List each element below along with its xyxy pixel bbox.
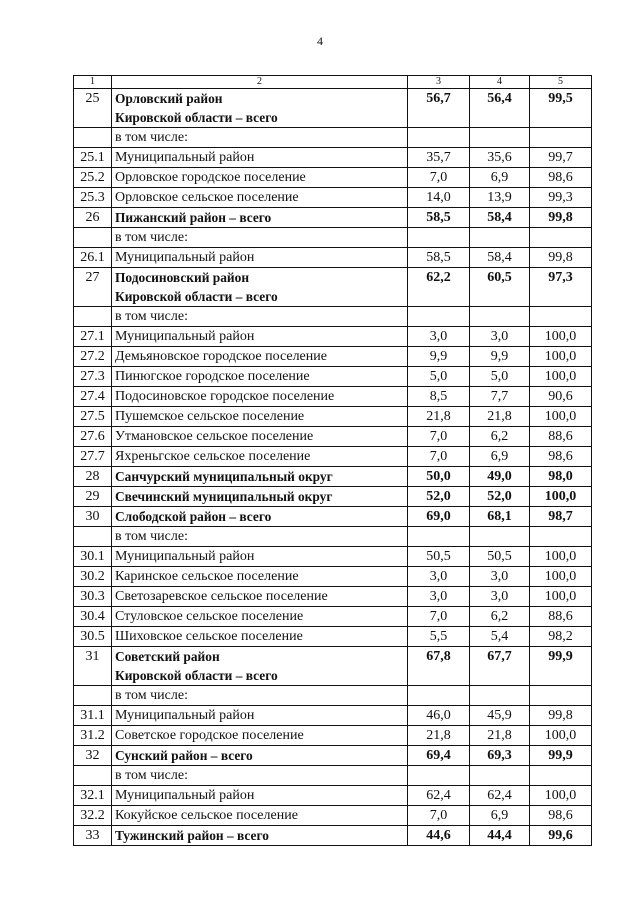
table-row [74, 228, 592, 248]
row-name [112, 467, 408, 487]
value-col-3: 46,0 [408, 706, 470, 726]
value-col-5: 98,6 [530, 806, 592, 826]
value-col-3: 5,5 [408, 627, 470, 647]
value-col-4: 5,0 [470, 367, 530, 387]
row-name-line: Подосиновское городское поселение [115, 389, 335, 404]
value-col-4: 67,7 [470, 647, 530, 686]
table-row [74, 487, 592, 507]
value-col-4: 49,0 [470, 467, 530, 487]
value-col-3: 5,0 [408, 367, 470, 387]
row-number: 27.3 [74, 367, 112, 387]
header-cell-2: 2 [112, 76, 408, 89]
value-col-3: 8,5 [408, 387, 470, 407]
value-col-4: 35,6 [470, 148, 530, 168]
row-name [112, 746, 408, 766]
value-col-4: 13,9 [470, 188, 530, 208]
table-row [74, 327, 592, 347]
row-name [112, 587, 408, 607]
row-number: 30.3 [74, 587, 112, 607]
row-name [112, 188, 408, 208]
value-col-4: 5,4 [470, 627, 530, 647]
row-name-line: Тужинский район – всего [115, 828, 269, 843]
row-name-line: Шиховское сельское поселение [115, 629, 303, 644]
row-name [112, 427, 408, 447]
table-row [74, 686, 592, 706]
value-col-5: 99,9 [530, 647, 592, 686]
table-row [74, 148, 592, 168]
table-row [74, 647, 592, 686]
value-col-5: 99,8 [530, 208, 592, 228]
row-number [74, 307, 112, 327]
row-number [74, 686, 112, 706]
value-col-3: 62,4 [408, 786, 470, 806]
row-number: 30.5 [74, 627, 112, 647]
row-number: 27.4 [74, 387, 112, 407]
value-col-5: 100,0 [530, 347, 592, 367]
row-name-line: Советское городское поселение [115, 728, 304, 743]
header-row [74, 76, 592, 89]
row-number: 27.6 [74, 427, 112, 447]
table-row [74, 128, 592, 148]
value-col-3: 3,0 [408, 567, 470, 587]
value-col-5 [530, 307, 592, 327]
table-row [74, 627, 592, 647]
value-col-4: 9,9 [470, 347, 530, 367]
row-name [112, 627, 408, 647]
value-col-5: 99,3 [530, 188, 592, 208]
row-name-line: Утмановское сельское поселение [115, 429, 314, 444]
row-name-line: в том числе: [115, 130, 188, 145]
row-name-line: Светозаревское сельское поселение [115, 589, 328, 604]
table-row [74, 307, 592, 327]
row-number: 25 [74, 89, 112, 128]
table-row [74, 826, 592, 846]
row-number: 30 [74, 507, 112, 527]
value-col-4: 44,4 [470, 826, 530, 846]
value-col-4 [470, 307, 530, 327]
value-col-4: 6,9 [470, 168, 530, 188]
value-col-3 [408, 527, 470, 547]
row-name-line: в том числе: [115, 768, 188, 783]
row-name [112, 228, 408, 248]
value-col-3 [408, 228, 470, 248]
value-col-4: 21,8 [470, 407, 530, 427]
value-col-3: 3,0 [408, 327, 470, 347]
row-name-line: в том числе: [115, 529, 188, 544]
row-number: 25.2 [74, 168, 112, 188]
row-number: 25.3 [74, 188, 112, 208]
row-number: 30.4 [74, 607, 112, 627]
row-name [112, 407, 408, 427]
table-row [74, 527, 592, 547]
value-col-4: 6,9 [470, 806, 530, 826]
row-name [112, 726, 408, 746]
row-number [74, 766, 112, 786]
row-name-line: в том числе: [115, 309, 188, 324]
table-row [74, 766, 592, 786]
row-number: 30.1 [74, 547, 112, 567]
table-row [74, 706, 592, 726]
table-row [74, 427, 592, 447]
row-name-line: Муниципальный район [115, 250, 255, 265]
value-col-3: 35,7 [408, 148, 470, 168]
value-col-3: 7,0 [408, 607, 470, 627]
value-col-3: 50,0 [408, 467, 470, 487]
value-col-4: 68,1 [470, 507, 530, 527]
value-col-5: 100,0 [530, 786, 592, 806]
value-col-4: 6,9 [470, 447, 530, 467]
row-name [112, 766, 408, 786]
row-name-line: Орловское сельское поселение [115, 190, 299, 205]
row-number: 31.1 [74, 706, 112, 726]
table-row [74, 367, 592, 387]
value-col-4 [470, 766, 530, 786]
row-name-line: в том числе: [115, 688, 188, 703]
row-name-line: Яхреньгское сельское поселение [115, 449, 311, 464]
value-col-5: 98,0 [530, 467, 592, 487]
row-number: 26.1 [74, 248, 112, 268]
table-row [74, 726, 592, 746]
row-number: 25.1 [74, 148, 112, 168]
value-col-3: 7,0 [408, 447, 470, 467]
row-number: 27.1 [74, 327, 112, 347]
row-name-line: Муниципальный район [115, 150, 255, 165]
row-name [112, 128, 408, 148]
table-row [74, 208, 592, 228]
row-name-line-2: Кировской области – всего [115, 289, 278, 304]
value-col-4: 3,0 [470, 327, 530, 347]
value-col-5: 98,7 [530, 507, 592, 527]
row-number [74, 527, 112, 547]
row-name-line: Каринское сельское поселение [115, 569, 299, 584]
row-name [112, 89, 408, 128]
row-number: 31 [74, 647, 112, 686]
row-name-line: Советский район [115, 649, 220, 664]
value-col-3: 62,2 [408, 268, 470, 307]
value-col-4 [470, 128, 530, 148]
table-row [74, 467, 592, 487]
table-row [74, 786, 592, 806]
value-col-5: 88,6 [530, 607, 592, 627]
value-col-3: 21,8 [408, 726, 470, 746]
value-col-3: 69,4 [408, 746, 470, 766]
row-number [74, 128, 112, 148]
row-name [112, 806, 408, 826]
value-col-3: 69,0 [408, 507, 470, 527]
row-number: 31.2 [74, 726, 112, 746]
table-row [74, 607, 592, 627]
value-col-3: 67,8 [408, 647, 470, 686]
header-cell-1: 1 [74, 76, 112, 89]
header-cell-5: 5 [530, 76, 592, 89]
value-col-5: 99,7 [530, 148, 592, 168]
value-col-3: 3,0 [408, 587, 470, 607]
table-row [74, 89, 592, 128]
row-name [112, 307, 408, 327]
row-name-line: Сунский район – всего [115, 748, 253, 763]
row-name-line-2: Кировской области – всего [115, 668, 278, 683]
row-name [112, 706, 408, 726]
value-col-5: 88,6 [530, 427, 592, 447]
row-name [112, 647, 408, 686]
value-col-4: 62,4 [470, 786, 530, 806]
value-col-4: 60,5 [470, 268, 530, 307]
value-col-3: 44,6 [408, 826, 470, 846]
row-name [112, 208, 408, 228]
row-name [112, 507, 408, 527]
table-row [74, 168, 592, 188]
value-col-4: 3,0 [470, 567, 530, 587]
table-row [74, 547, 592, 567]
row-name-line: Кокуйское сельское поселение [115, 808, 298, 823]
row-name [112, 487, 408, 507]
page-number: 4 [317, 34, 323, 48]
table-body [74, 89, 592, 846]
row-name [112, 567, 408, 587]
row-number: 30.2 [74, 567, 112, 587]
value-col-3: 14,0 [408, 188, 470, 208]
row-name [112, 607, 408, 627]
table-row [74, 507, 592, 527]
row-number: 27 [74, 268, 112, 307]
row-name-line: Пижанский район – всего [115, 210, 272, 225]
value-col-3: 7,0 [408, 427, 470, 447]
value-col-3: 7,0 [408, 168, 470, 188]
table-row [74, 248, 592, 268]
row-name-line: Орловский район [115, 91, 223, 106]
row-name [112, 387, 408, 407]
value-col-5: 100,0 [530, 547, 592, 567]
table-row [74, 806, 592, 826]
row-name-line: в том числе: [115, 230, 188, 245]
value-col-5: 99,6 [530, 826, 592, 846]
row-name-line: Орловское городское поселение [115, 170, 306, 185]
row-name-line: Санчурский муниципальный округ [115, 469, 333, 484]
value-col-4: 69,3 [470, 746, 530, 766]
row-name-line: Пинюгское городское поселение [115, 369, 310, 384]
row-number: 33 [74, 826, 112, 846]
row-name-line-2: Кировской области – всего [115, 110, 278, 125]
value-col-3: 7,0 [408, 806, 470, 826]
value-col-3: 9,9 [408, 347, 470, 367]
value-col-3: 21,8 [408, 407, 470, 427]
value-col-3: 58,5 [408, 208, 470, 228]
value-col-5: 98,2 [530, 627, 592, 647]
row-name [112, 686, 408, 706]
row-name [112, 347, 408, 367]
row-number: 27.2 [74, 347, 112, 367]
value-col-5: 100,0 [530, 567, 592, 587]
row-number: 32.1 [74, 786, 112, 806]
row-name [112, 268, 408, 307]
row-name-line: Демьяновское городское поселение [115, 349, 327, 364]
value-col-3 [408, 686, 470, 706]
row-number: 27.7 [74, 447, 112, 467]
value-col-5: 99,8 [530, 248, 592, 268]
value-col-4: 50,5 [470, 547, 530, 567]
header-cell-4: 4 [470, 76, 530, 89]
table-row [74, 268, 592, 307]
row-name-line: Муниципальный район [115, 708, 255, 723]
value-col-3 [408, 766, 470, 786]
value-col-4: 58,4 [470, 248, 530, 268]
row-name-line: Муниципальный район [115, 788, 255, 803]
row-name [112, 786, 408, 806]
table-row [74, 447, 592, 467]
row-name [112, 327, 408, 347]
row-name [112, 547, 408, 567]
table-row [74, 387, 592, 407]
value-col-5: 98,6 [530, 168, 592, 188]
value-col-3: 56,7 [408, 89, 470, 128]
row-number [74, 228, 112, 248]
value-col-4 [470, 527, 530, 547]
table-row [74, 188, 592, 208]
value-col-4: 52,0 [470, 487, 530, 507]
value-col-5 [530, 228, 592, 248]
row-name [112, 826, 408, 846]
value-col-5: 100,0 [530, 726, 592, 746]
table-row [74, 407, 592, 427]
row-number: 27.5 [74, 407, 112, 427]
value-col-4: 45,9 [470, 706, 530, 726]
value-col-5 [530, 686, 592, 706]
value-col-5: 100,0 [530, 327, 592, 347]
table-row [74, 347, 592, 367]
row-name [112, 527, 408, 547]
table-row [74, 567, 592, 587]
value-col-5 [530, 128, 592, 148]
value-col-5: 99,5 [530, 89, 592, 128]
value-col-4: 3,0 [470, 587, 530, 607]
value-col-5 [530, 766, 592, 786]
value-col-4: 21,8 [470, 726, 530, 746]
row-name-line: Слободской район – всего [115, 509, 272, 524]
row-name-line: Муниципальный район [115, 329, 255, 344]
row-name [112, 248, 408, 268]
row-name [112, 447, 408, 467]
value-col-5: 100,0 [530, 487, 592, 507]
row-name-line: Свечинский муниципальный округ [115, 489, 333, 504]
value-col-3: 50,5 [408, 547, 470, 567]
header-cell-3: 3 [408, 76, 470, 89]
row-number: 32 [74, 746, 112, 766]
data-table [73, 75, 592, 846]
table-row [74, 746, 592, 766]
value-col-3: 52,0 [408, 487, 470, 507]
value-col-5: 98,6 [530, 447, 592, 467]
row-number: 28 [74, 467, 112, 487]
row-number: 32.2 [74, 806, 112, 826]
value-col-4 [470, 686, 530, 706]
value-col-5: 99,8 [530, 706, 592, 726]
value-col-5: 99,9 [530, 746, 592, 766]
row-name-line: Муниципальный район [115, 549, 255, 564]
value-col-4: 6,2 [470, 427, 530, 447]
value-col-5: 100,0 [530, 407, 592, 427]
value-col-5: 100,0 [530, 587, 592, 607]
value-col-5: 97,3 [530, 268, 592, 307]
row-name [112, 148, 408, 168]
value-col-5: 90,6 [530, 387, 592, 407]
value-col-3: 58,5 [408, 248, 470, 268]
value-col-3 [408, 307, 470, 327]
row-name [112, 168, 408, 188]
row-name-line: Пушемское сельское поселение [115, 409, 305, 424]
value-col-5 [530, 527, 592, 547]
table-row [74, 587, 592, 607]
value-col-4: 7,7 [470, 387, 530, 407]
row-name [112, 367, 408, 387]
value-col-4: 56,4 [470, 89, 530, 128]
value-col-4: 6,2 [470, 607, 530, 627]
row-number: 29 [74, 487, 112, 507]
row-number: 26 [74, 208, 112, 228]
value-col-4: 58,4 [470, 208, 530, 228]
value-col-4 [470, 228, 530, 248]
row-name-line: Подосиновский район [115, 270, 250, 285]
value-col-3 [408, 128, 470, 148]
row-name-line: Стуловское сельское поселение [115, 609, 304, 624]
value-col-5: 100,0 [530, 367, 592, 387]
